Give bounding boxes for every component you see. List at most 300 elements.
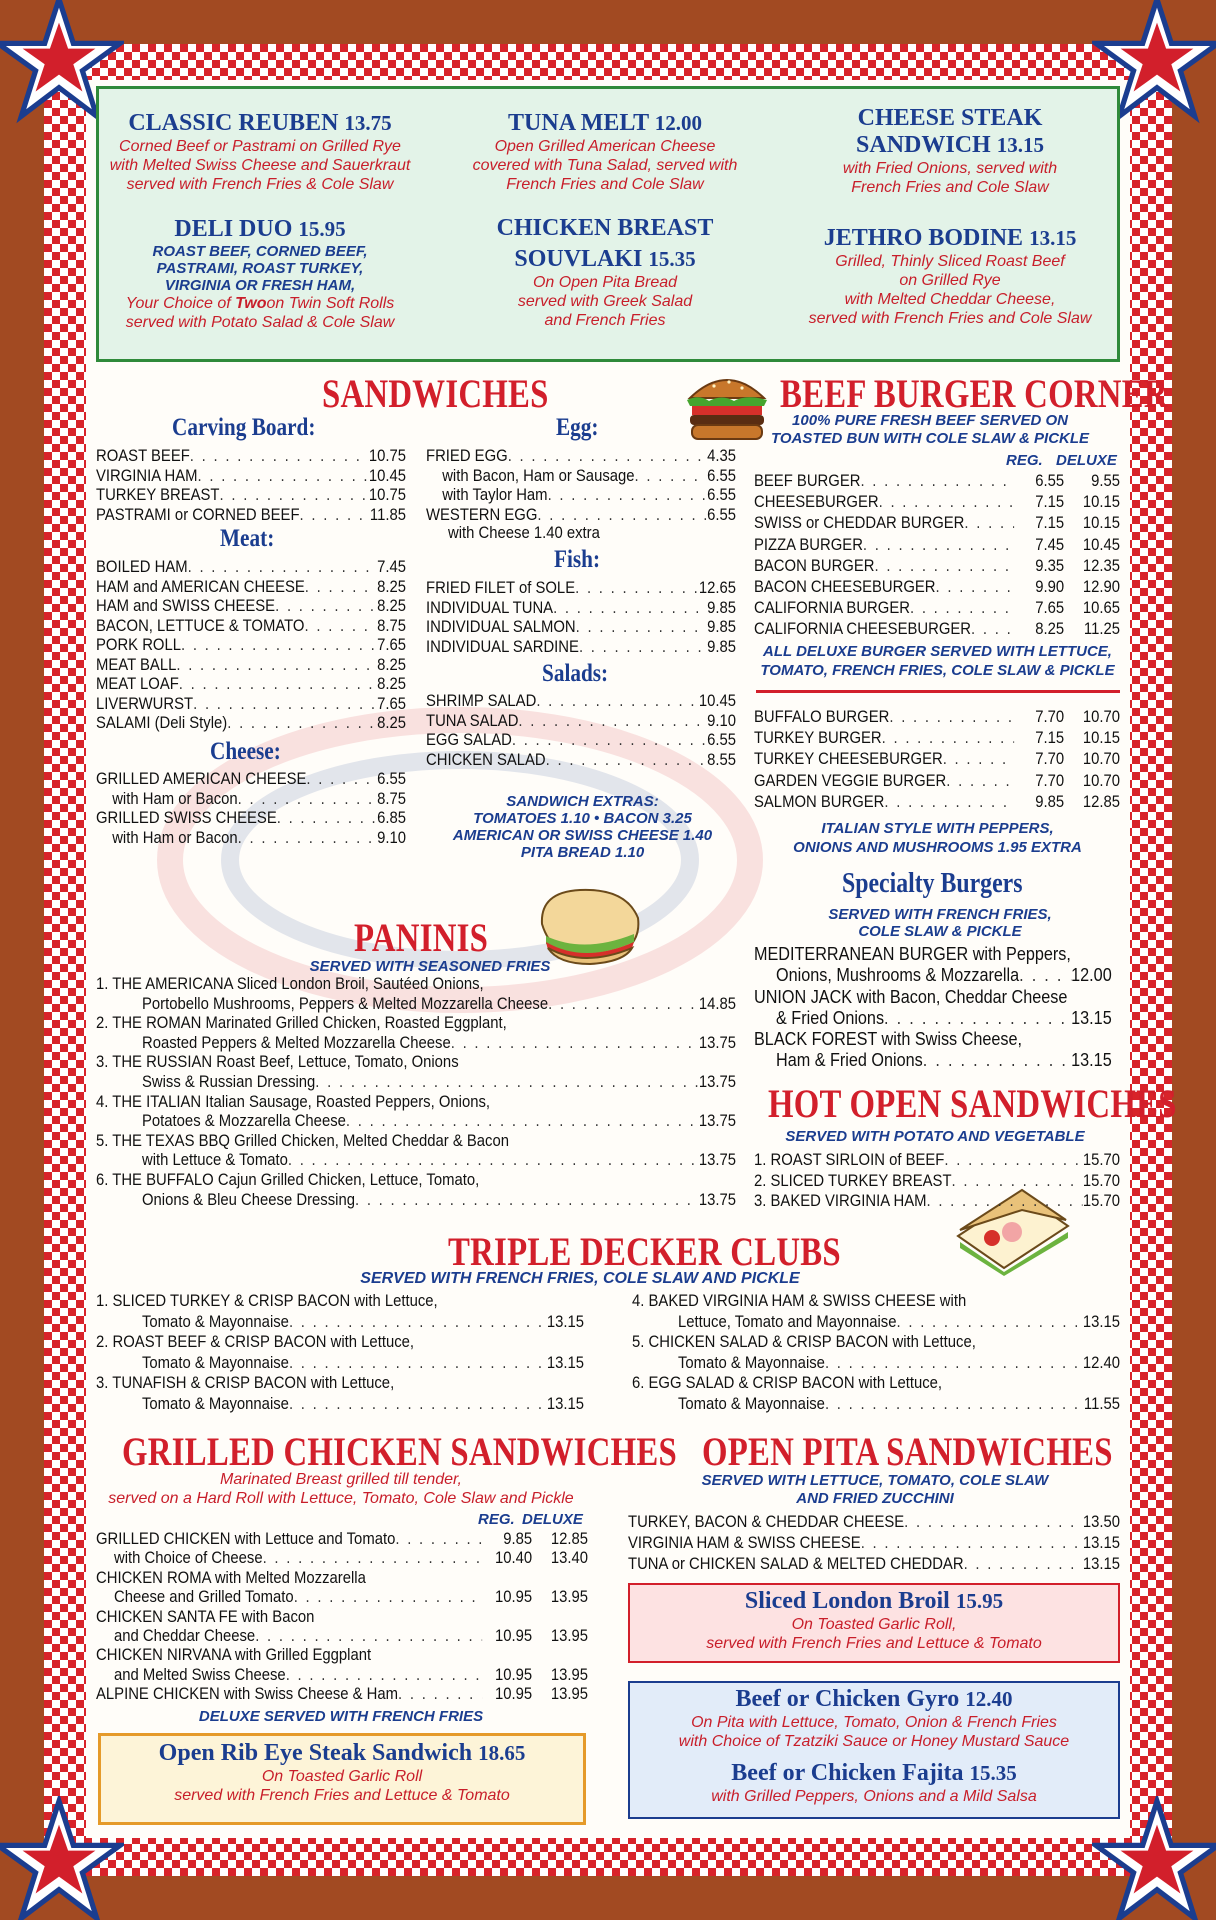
item-price: 13.75 (698, 1151, 736, 1170)
item-desc: Potatoes & Mozzarella Cheese (142, 1112, 346, 1131)
dot-leader (518, 712, 707, 732)
menu-item-row (754, 729, 1120, 749)
dot-leader (294, 1588, 482, 1608)
item-name: Sliced London Broil (744, 1588, 950, 1614)
item-price-deluxe: 10.45 (1082, 535, 1120, 554)
item-desc: and French Fries (544, 312, 666, 329)
egg-extra-note: with Cheese 1.40 extra (448, 524, 600, 542)
dot-leader (536, 692, 699, 712)
burger-subtitle: TOASTED BUN WITH COLE SLAW & PICKLE (770, 430, 1090, 447)
dot-leader (398, 1685, 482, 1705)
item-price-deluxe: 10.15 (1082, 514, 1120, 533)
item-price-deluxe: 13.95 (550, 1665, 588, 1684)
item-name: CHICKEN SANTA FE with Bacon (96, 1607, 315, 1626)
dot-leader (635, 467, 708, 487)
extras-heading: SANDWICH EXTRAS: (506, 793, 659, 810)
item-name: with Taylor Ham (442, 486, 548, 504)
dot-leader (220, 486, 369, 506)
item-price: 18.65 (478, 1741, 526, 1765)
item-desc: served with Greek Salad (517, 293, 693, 310)
menu-item-row (628, 1513, 1120, 1533)
menu-item-row (754, 708, 1120, 728)
item-desc: On Open Pita Bread (532, 274, 678, 291)
dot-leader (300, 506, 370, 526)
dot-leader (188, 558, 377, 578)
dot-leader (508, 447, 707, 467)
item-name: 2. SLICED TURKEY BREAST (754, 1171, 952, 1190)
menu-item-row (426, 599, 736, 619)
item-price: 13.75 (344, 111, 392, 135)
dot-leader (227, 714, 377, 734)
menu-item-row (114, 1588, 588, 1608)
menu-item-row (754, 750, 1120, 770)
menu-item-row (96, 447, 406, 467)
item-name: LIVERWURST (96, 694, 194, 713)
menu-item-row (142, 1395, 584, 1415)
dot-leader (193, 695, 377, 715)
item-price: 12.40 (1082, 1353, 1120, 1372)
item-name: Open Rib Eye Steak Sandwich (158, 1740, 473, 1766)
item-name: VIRGINIA HAM (96, 466, 198, 485)
menu-item-line: 3. THE RUSSIAN Roast Beef, Lettuce, Tomato, Onions (96, 1053, 459, 1072)
item-price: 13.75 (698, 1190, 736, 1209)
item-name: BOILED HAM (96, 558, 188, 576)
item-desc: with Choice of Tzatziki Sauce or Honey Mustard Sauce (678, 1733, 1070, 1750)
item-name: INDIVIDUAL SALMON (426, 618, 576, 636)
menu-item-row (96, 636, 406, 656)
item-price: 10.45 (698, 692, 736, 710)
menu-item-row (114, 1627, 588, 1647)
menu-item-row (96, 486, 406, 506)
dot-leader (926, 1192, 1082, 1212)
dot-leader (548, 995, 699, 1015)
extras-line: TOMATOES 1.10 • BACON 3.25 (473, 810, 692, 827)
item-desc: Tomato & Mayonnaise (678, 1353, 825, 1372)
menu-item-row (426, 467, 736, 487)
dot-leader (553, 599, 707, 619)
item-price: 13.15 (996, 133, 1044, 157)
menu-item-row (114, 1666, 588, 1686)
burger-subtitle: 100% PURE FRESH BEEF SERVED ON (792, 412, 1068, 429)
dot-leader (579, 638, 707, 658)
dot-leader (971, 620, 1014, 640)
menu-item-row (426, 506, 736, 526)
cheese-steak-sandwich (790, 105, 1110, 197)
dot-leader (395, 1530, 481, 1550)
dot-leader (305, 578, 377, 598)
menu-item-row (142, 1191, 736, 1211)
menu-item-row (426, 579, 736, 599)
rib-eye-steak-sandwich (98, 1740, 586, 1805)
item-price: 13.15 (546, 1394, 584, 1413)
classic-reuben (100, 110, 420, 194)
paninis-sub: SERVED WITH SEASONED FRIES (309, 958, 551, 975)
item-name: with Bacon, Ham or Sausage (442, 466, 635, 485)
item-name: GRILLED SWISS CHEESE (96, 809, 277, 827)
deli-duo (100, 216, 420, 332)
grilled-chicken-sub: served on a Hard Roll with Lettuce, Tomato, Cole Slaw and Pickle (108, 1490, 574, 1507)
col-deluxe-header: DELUXE (522, 1511, 583, 1528)
item-name: CALIFORNIA BURGER (754, 599, 910, 618)
menu-item-row (426, 447, 736, 467)
paninis-title: PANINIS (354, 915, 489, 960)
item-price: 13.15 (546, 1312, 584, 1331)
open-pita-title: OPEN PITA SANDWICHES (702, 1429, 1113, 1474)
item-price: 15.35 (969, 1761, 1017, 1785)
carving-board-heading: Carving Board: (172, 414, 316, 441)
menu-item-row (96, 1569, 588, 1589)
dot-leader (863, 536, 1014, 556)
item-name: VIRGINIA HAM & SWISS CHEESE (628, 1534, 861, 1552)
item-desc: served with French Fries and Cole Slaw (808, 310, 1092, 327)
dot-leader (964, 514, 1013, 534)
item-price: 9.85 (707, 637, 736, 656)
dot-leader (277, 809, 377, 829)
item-price: 9.85 (707, 618, 736, 636)
menu-item-row (96, 1608, 588, 1628)
jethro-bodine (790, 225, 1110, 328)
item-name: SANDWICH (856, 132, 991, 158)
dot-leader (825, 1395, 1084, 1415)
item-desc: French Fries and Cole Slaw (506, 176, 704, 193)
dot-leader (255, 1627, 482, 1647)
dot-leader (304, 617, 377, 637)
item-name: WESTERN EGG (426, 505, 538, 524)
specialty-sub: COLE SLAW & PICKLE (858, 923, 1022, 940)
cheese-heading: Cheese: (210, 738, 281, 765)
item-name: TURKEY CHEESEBURGER (754, 750, 943, 769)
item-price: 10.45 (368, 466, 406, 485)
menu-item-row (628, 1555, 1120, 1575)
item-price: 8.25 (377, 577, 406, 596)
item-desc: Tomato & Mayonnaise (142, 1353, 289, 1372)
item-name: BACON BURGER (754, 556, 875, 575)
menu-item-row (754, 620, 1120, 640)
item-desc: & Fried Onions (776, 1008, 885, 1028)
item-price: 12.00 (654, 111, 702, 135)
item-desc: Grilled, Thinly Sliced Roast Beef (835, 253, 1065, 270)
menu-item-row (754, 599, 1120, 619)
item-price-deluxe: 10.70 (1082, 708, 1120, 726)
menu-item-row (96, 1685, 588, 1705)
menu-item-row (678, 1313, 1120, 1333)
italian-style-note: ONIONS AND MUSHROOMS 1.95 EXTRA (793, 839, 1082, 856)
dot-leader (190, 447, 369, 467)
mediterranean-burger-price-line (776, 966, 1112, 986)
item-name: GRILLED CHICKEN with Lettuce and Tomato (96, 1530, 396, 1548)
dot-leader (289, 1395, 547, 1415)
item-price: 13.75 (698, 1112, 736, 1131)
triple-decker-clubs-title: TRIPLE DECKER CLUBS (448, 1229, 841, 1274)
item-desc: on Grilled Rye (899, 272, 1001, 289)
menu-item-row (754, 557, 1120, 577)
item-desc: Tomato & Mayonnaise (142, 1312, 289, 1331)
item-name: CHEESEBURGER (754, 493, 879, 512)
menu-item-row (114, 1549, 588, 1569)
item-name: CHICKEN SALAD (426, 750, 546, 769)
item-price-regular: 7.65 (1035, 599, 1065, 618)
menu-item-row (96, 770, 406, 790)
dot-leader (964, 1555, 1083, 1575)
dot-leader (575, 579, 699, 599)
item-name: CHEESE STEAK (857, 105, 1043, 131)
dot-leader (882, 729, 1014, 749)
item-name: PASTRAMI or CORNED BEEF (96, 505, 300, 524)
item-price-regular: 7.70 (1035, 708, 1065, 726)
menu-item-row (96, 656, 406, 676)
menu-item-row (754, 493, 1120, 513)
item-desc: Roasted Peppers & Melted Mozzarella Cheese (142, 1033, 451, 1052)
item-price-deluxe: 12.85 (550, 1530, 588, 1548)
item-price: 8.25 (377, 597, 406, 615)
item-price: 12.00 (1071, 965, 1112, 985)
dot-leader (286, 1666, 482, 1686)
fish-heading: Fish: (554, 546, 601, 573)
item-name: EGG SALAD (426, 731, 512, 749)
item-name: SOUVLAKI (514, 246, 643, 272)
menu-item-row (96, 558, 406, 578)
item-name: Beef or Chicken Gyro (735, 1686, 960, 1712)
item-price: 9.85 (707, 598, 736, 617)
item-price: 13.50 (1082, 1513, 1120, 1531)
col-deluxe-header: DELUXE (1056, 452, 1117, 469)
open-pita-sub: AND FRIED ZUCCHINI (796, 1490, 954, 1507)
item-price-deluxe: 10.65 (1082, 599, 1120, 618)
menu-item-line: 2. THE ROMAN Marinated Grilled Chicken, Roasted Eggplant, (96, 1014, 507, 1033)
egg-heading: Egg: (556, 414, 599, 441)
item-desc: Swiss & Russian Dressing (142, 1073, 316, 1091)
item-desc: covered with Tuna Salad, served with (472, 157, 738, 174)
dot-leader (288, 1151, 699, 1171)
item-price-regular: 7.15 (1035, 729, 1065, 748)
union-jack-burger: UNION JACK with Bacon, Cheddar Cheese (754, 987, 1068, 1007)
item-desc: Ham & Fried Onions (776, 1050, 923, 1070)
item-name: INDIVIDUAL SARDINE (426, 637, 579, 656)
item-price: 10.75 (368, 447, 406, 465)
item-price: 13.15 (1071, 1008, 1112, 1028)
item-price: 9.10 (707, 711, 736, 730)
item-options: VIRGINIA OR FRESH HAM, (164, 277, 356, 294)
item-desc: served with French Fries and Lettuce & Tomato (174, 1787, 510, 1804)
item-name: ROAST BEEF (96, 447, 190, 465)
menu-item-row (142, 1034, 736, 1054)
dot-leader (936, 578, 1014, 598)
menu-item-row (96, 1530, 588, 1550)
item-price: 13.15 (546, 1353, 584, 1372)
chicken-souvlaki (445, 215, 765, 330)
dot-leader (263, 1549, 482, 1569)
item-price-regular: 9.90 (1035, 578, 1065, 596)
item-desc: Onions & Bleu Cheese Dressing (142, 1190, 355, 1209)
item-price: 8.75 (377, 616, 406, 635)
item-price: 7.45 (377, 558, 406, 576)
beef-burger-corner-title: BEEF BURGER CORNER (780, 371, 1168, 416)
item-desc: served with Potato Salad & Cole Slaw (125, 314, 395, 331)
menu-item-row (426, 731, 736, 751)
item-desc: Open Grilled American Cheese (494, 138, 716, 155)
dot-leader (181, 636, 377, 656)
item-price: 13.75 (698, 1033, 736, 1052)
menu-item-row (96, 675, 406, 695)
item-price: 15.95 (298, 217, 346, 241)
dot-leader (546, 751, 707, 771)
dot-leader (910, 599, 1014, 619)
beef-chicken-gyro (628, 1686, 1120, 1751)
item-desc: On Toasted Garlic Roll (261, 1768, 423, 1785)
item-price-regular: 10.95 (495, 1685, 533, 1704)
col-reg-header: REG. (1006, 452, 1043, 469)
item-price: 4.35 (707, 447, 736, 465)
item-name: CHICKEN BREAST (496, 215, 714, 241)
specialty-burgers-heading: Specialty Burgers (842, 868, 1023, 899)
item-name: 1. ROAST SIRLOIN of BEEF (754, 1151, 945, 1169)
dot-leader (355, 1191, 699, 1211)
item-options: ROAST BEEF, CORNED BEEF, (152, 243, 368, 260)
item-price: 8.55 (707, 750, 736, 769)
item-desc: Corned Beef or Pastrami on Grilled Rye (119, 138, 401, 155)
item-name: HAM and SWISS CHEESE (96, 597, 276, 615)
item-price: 6.85 (377, 809, 406, 827)
black-forest-price-line (776, 1051, 1112, 1071)
item-name: CHICKEN ROMA with Melted Mozzarella (96, 1568, 366, 1587)
item-name: SALAMI (Deli Style) (96, 714, 228, 732)
tuna-melt (445, 110, 765, 194)
menu-item-row (426, 692, 736, 712)
item-desc-emphasis: Two (235, 295, 267, 312)
menu-item-row (426, 638, 736, 658)
panini-icon (534, 884, 644, 968)
item-name: SHRIMP SALAD (426, 692, 537, 710)
grilled-chicken-title: GRILLED CHICKEN SANDWICHES (122, 1429, 677, 1474)
item-desc: with Melted Cheddar Cheese, (844, 291, 1056, 308)
item-price-regular: 7.15 (1035, 493, 1065, 512)
item-name: PORK ROLL (96, 636, 182, 654)
item-name: TURKEY BREAST (96, 486, 220, 504)
menu-item-row (96, 617, 406, 637)
item-price: 15.70 (1082, 1151, 1120, 1169)
item-name: SWISS or CHEDDAR BURGER (754, 514, 965, 533)
menu-item-row (142, 995, 736, 1015)
item-name: BUFFALO BURGER (754, 708, 890, 726)
item-price: 13.75 (698, 1073, 736, 1091)
menu-item-row (628, 1534, 1120, 1554)
item-name: 3. BAKED VIRGINIA HAM (754, 1192, 927, 1210)
item-price: 8.25 (377, 714, 406, 732)
menu-item-line: 1. SLICED TURKEY & CRISP BACON with Lettuce, (96, 1292, 438, 1310)
item-price-regular: 10.40 (495, 1549, 533, 1568)
dot-leader (451, 1034, 699, 1054)
item-price-regular: 6.55 (1035, 472, 1065, 490)
dot-leader (512, 731, 707, 751)
extras-line: AMERICAN OR SWISS CHEESE 1.40 (452, 827, 713, 844)
item-price: 6.55 (707, 505, 736, 524)
item-price-regular: 9.85 (503, 1530, 533, 1548)
grilled-chicken-sub: Marinated Breast grilled till tender, (220, 1471, 462, 1488)
menu-item-line: 2. ROAST BEEF & CRISP BACON with Lettuce, (96, 1333, 415, 1351)
item-price: 8.25 (377, 675, 406, 693)
item-price: 15.70 (1082, 1192, 1120, 1210)
dot-leader (289, 1354, 547, 1374)
item-price: 15.70 (1082, 1171, 1120, 1190)
item-desc: with Choice of Cheese (114, 1549, 263, 1568)
dot-leader (537, 506, 707, 526)
menu-item-line: 5. CHICKEN SALAD & CRISP BACON with Lettuce, (632, 1333, 976, 1351)
menu-item-row (142, 1354, 584, 1374)
menu-item-row (142, 1313, 584, 1333)
item-name: PIZZA BURGER (754, 535, 863, 554)
item-name: MEAT BALL (96, 655, 177, 674)
item-price-regular: 8.25 (1035, 620, 1065, 639)
item-price: 14.85 (698, 994, 736, 1013)
item-name: TUNA SALAD (426, 711, 519, 730)
extras-line: PITA BREAD 1.10 (520, 844, 645, 861)
menu-item-row (96, 809, 406, 829)
menu-item-line: 6. EGG SALAD & CRISP BACON with Lettuce, (632, 1374, 943, 1392)
dot-leader (861, 1534, 1083, 1554)
menu-item-row (426, 712, 736, 732)
item-name: GARDEN VEGGIE BURGER (754, 771, 947, 790)
item-price-deluxe: 10.15 (1082, 729, 1120, 748)
item-price: 12.40 (965, 1687, 1013, 1711)
item-price: 9.10 (377, 828, 406, 847)
salads-heading: Salads: (542, 660, 609, 687)
menu-item-row (754, 772, 1120, 792)
menu-item-row (754, 578, 1120, 598)
item-price: 8.25 (377, 655, 406, 674)
black-forest-burger: BLACK FOREST with Swiss Cheese, (754, 1029, 1022, 1049)
specialty-sub: SERVED WITH FRENCH FRIES, (828, 906, 1052, 923)
dot-leader (879, 493, 1014, 513)
item-name: CALIFORNIA CHEESEBURGER (754, 620, 972, 639)
menu-item-line: 6. THE BUFFALO Cajun Grilled Chicken, Lettuce, Tomato, (96, 1171, 480, 1189)
menu-item-row (96, 695, 406, 715)
item-desc: with Grilled Peppers, Onions and a Mild Salsa (711, 1788, 1037, 1805)
item-name: with Ham or Bacon (112, 828, 238, 847)
menu-item-row (426, 751, 736, 771)
col-reg-header: REG. (478, 1511, 515, 1528)
dot-leader (179, 675, 377, 695)
dot-leader (548, 486, 708, 506)
item-name: TUNA or CHICKEN SALAD & MELTED CHEDDAR (628, 1555, 964, 1573)
item-name: JETHRO BODINE (823, 225, 1024, 251)
sandwich-extras (420, 793, 745, 861)
dot-leader (943, 750, 1014, 770)
item-price: 15.95 (955, 1589, 1004, 1613)
item-price-regular: 7.70 (1035, 771, 1065, 790)
item-desc: with Melted Swiss Cheese and Sauerkraut (109, 157, 411, 174)
item-name: HAM and AMERICAN CHEESE (96, 577, 305, 596)
item-price: 6.55 (377, 770, 406, 788)
item-price-deluxe: 12.85 (1082, 792, 1120, 811)
item-name: CLASSIC REUBEN (128, 110, 339, 136)
grilled-chicken-deluxe-note: DELUXE SERVED WITH FRENCH FRIES (198, 1708, 484, 1725)
dot-leader (176, 656, 377, 676)
item-price-deluxe: 10.15 (1082, 493, 1120, 512)
item-price-regular: 7.45 (1035, 535, 1065, 554)
item-price-regular: 9.35 (1035, 556, 1065, 575)
beef-chicken-fajita (628, 1760, 1120, 1806)
menu-item-row (754, 1192, 1120, 1212)
item-desc: served with French Fries & Cole Slaw (126, 176, 394, 193)
item-price-deluxe: 13.95 (550, 1627, 588, 1645)
item-desc: and Melted Swiss Cheese (114, 1665, 286, 1684)
dot-leader (952, 1172, 1083, 1192)
item-price-deluxe: 10.70 (1082, 750, 1120, 769)
item-desc: Tomato & Mayonnaise (678, 1394, 825, 1413)
menu-item-row (96, 467, 406, 487)
item-price: 6.55 (707, 731, 736, 749)
menu-item-row (426, 618, 736, 638)
